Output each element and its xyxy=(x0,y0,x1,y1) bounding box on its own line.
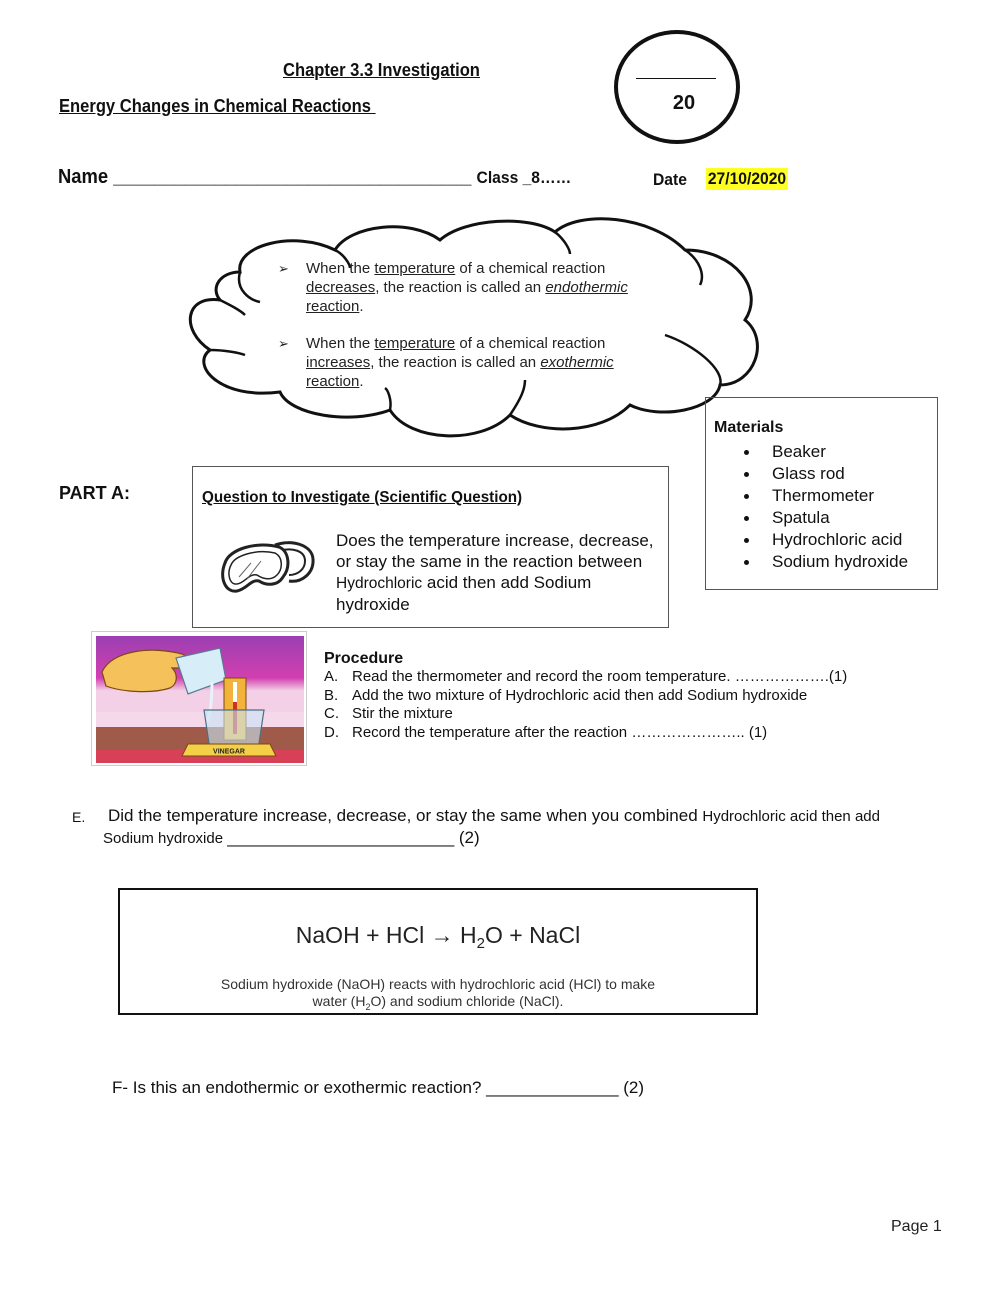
procedure-step: D. Record the temperature after the reaction ………………….. (1) xyxy=(324,723,768,741)
procedure-section xyxy=(324,650,924,742)
score-total: 20 xyxy=(672,92,696,114)
bullet-dot-icon xyxy=(744,450,749,455)
svg-text:VINEGAR: VINEGAR xyxy=(213,748,245,756)
bullet-dot-icon xyxy=(744,516,749,521)
chemical-equation: NaOH + HCl → $H_2O$ + NaCl xyxy=(295,922,581,952)
page-number: Page 1 xyxy=(891,1218,942,1235)
bullet-dot-icon xyxy=(744,472,749,477)
question-f: F- Is this an endothermic or exothermic reaction? ______________ (2) xyxy=(112,1078,645,1097)
arrow-bullet-icon: ➢ xyxy=(278,336,289,351)
equation-caption: Sodium hydroxide (NaOH) reacts with hydrochloric acid (HCl) to make water $(H_2O)$ and sodium chloride (NaCl). xyxy=(220,976,656,1012)
bullet-dot-icon xyxy=(744,494,749,499)
materials-box: Materials Beaker Glass rod Thermometer Spatula Hydrochloric acid Sodium hydroxide xyxy=(705,397,938,590)
student-info-row xyxy=(58,166,571,189)
procedure-step: B. Add the two mixture of Hydrochloric acid then add Sodium hydroxide xyxy=(324,686,808,704)
bullet-dot-icon xyxy=(744,538,749,543)
question-box xyxy=(192,466,669,628)
question-title: Question to Investigate (Scientific Question) xyxy=(202,489,523,506)
score-circle xyxy=(614,30,740,144)
name-field[interactable]: ___________________________________ xyxy=(113,166,472,188)
bullet-dot-icon xyxy=(744,560,749,565)
question-f-answer-blank[interactable]: ______________ xyxy=(486,1078,619,1097)
worksheet-subtitle: Energy Changes in Chemical Reactions xyxy=(59,96,376,116)
materials-title: Materials xyxy=(714,419,784,436)
question-e-letter: E. xyxy=(72,809,86,825)
question-e-answer-blank[interactable]: ________________________ xyxy=(227,828,455,847)
procedure-title: Procedure xyxy=(324,650,404,667)
date-value: 27/10/2020 xyxy=(707,169,787,188)
question-text: Does the temperature increase, decrease, or stay the same in the reaction between Hydrochloric acid then add Sodium hydroxide xyxy=(336,531,654,614)
equation-box xyxy=(118,888,758,1015)
pouring-into-beaker-illustration xyxy=(92,632,307,766)
class-field: Class _8…… xyxy=(476,168,572,187)
part-a-label: PART A: xyxy=(59,483,130,503)
date-label: Date xyxy=(653,170,687,189)
name-label: Name xyxy=(58,166,109,188)
procedure-step: A. Read the thermometer and record the room temperature. ……………….(1) xyxy=(324,668,848,685)
score-blank-line[interactable] xyxy=(636,78,716,79)
experiment-illustration xyxy=(91,631,307,766)
safety-goggles-icon xyxy=(217,537,317,599)
arrow-bullet-icon: ➢ xyxy=(278,261,289,276)
procedure-step: C. Stir the mixture xyxy=(324,705,453,722)
worksheet-title: Chapter 3.3 Investigation xyxy=(283,60,480,80)
thought-cloud-shape xyxy=(180,210,760,440)
